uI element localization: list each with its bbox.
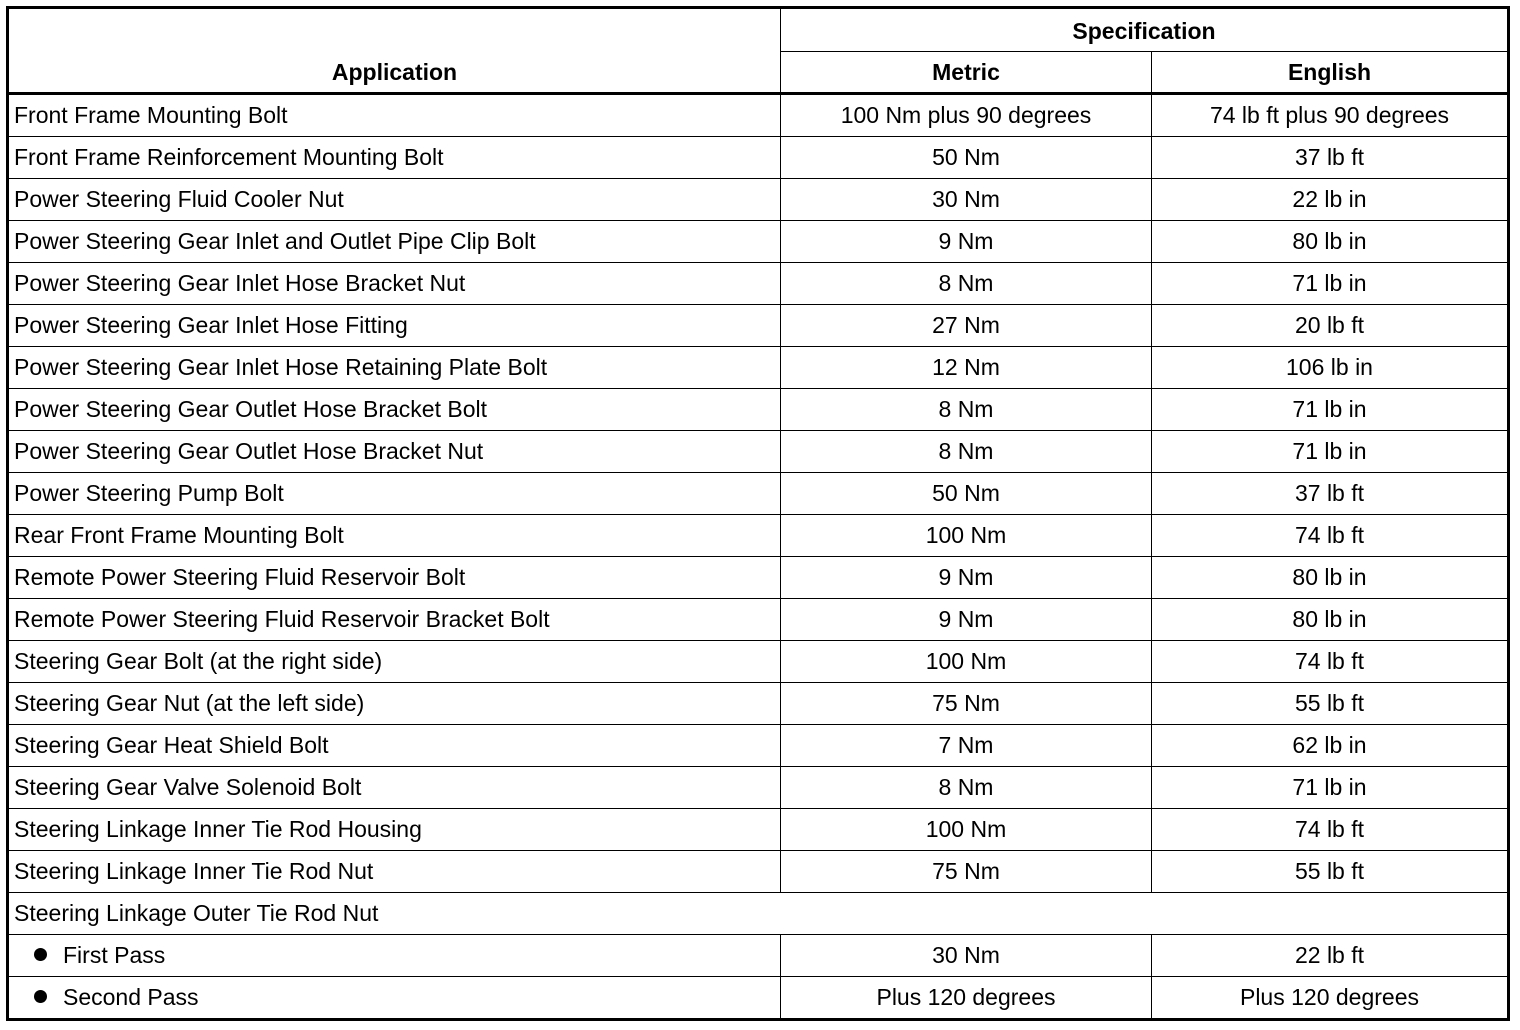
application-cell: Power Steering Gear Inlet Hose Retaining Plate Bolt xyxy=(8,347,781,389)
english-cell: 62 lb in xyxy=(1152,725,1509,767)
application-cell: Power Steering Gear Inlet Hose Fitting xyxy=(8,305,781,347)
table-row xyxy=(8,641,1509,683)
application-cell: Power Steering Gear Inlet Hose Bracket Nut xyxy=(8,263,781,305)
metric-cell: 9 Nm xyxy=(781,221,1152,263)
metric-cell: Plus 120 degrees xyxy=(781,977,1152,1020)
english-cell: 55 lb ft xyxy=(1152,683,1509,725)
metric-cell: 8 Nm xyxy=(781,263,1152,305)
table-row xyxy=(8,809,1509,851)
metric-cell: 100 Nm plus 90 degrees xyxy=(781,94,1152,137)
table-row xyxy=(8,179,1509,221)
metric-cell: 50 Nm xyxy=(781,473,1152,515)
english-cell: Plus 120 degrees xyxy=(1152,977,1509,1020)
application-cell: Front Frame Mounting Bolt xyxy=(8,94,781,137)
metric-cell: 30 Nm xyxy=(781,935,1152,977)
english-cell: 71 lb in xyxy=(1152,431,1509,473)
torque-specification-table xyxy=(6,6,1510,1021)
table-row xyxy=(8,137,1509,179)
metric-cell: 75 Nm xyxy=(781,851,1152,893)
english-cell: 71 lb in xyxy=(1152,263,1509,305)
english-cell: 106 lb in xyxy=(1152,347,1509,389)
table-row xyxy=(8,347,1509,389)
header-row-top xyxy=(8,8,1509,52)
metric-cell: 75 Nm xyxy=(781,683,1152,725)
metric-cell: 100 Nm xyxy=(781,515,1152,557)
specification-header: Specification xyxy=(781,8,1509,52)
table-row xyxy=(8,767,1509,809)
group-item-row xyxy=(8,977,1509,1020)
application-cell xyxy=(8,977,781,1020)
english-cell: 74 lb ft xyxy=(1152,809,1509,851)
english-cell: 74 lb ft plus 90 degrees xyxy=(1152,94,1509,137)
table-row xyxy=(8,557,1509,599)
application-cell: Power Steering Pump Bolt xyxy=(8,473,781,515)
metric-cell: 9 Nm xyxy=(781,599,1152,641)
english-cell: 71 lb in xyxy=(1152,389,1509,431)
application-cell: Power Steering Gear Outlet Hose Bracket Bolt xyxy=(8,389,781,431)
table-row xyxy=(8,473,1509,515)
table-row xyxy=(8,851,1509,893)
table-row xyxy=(8,305,1509,347)
metric-cell: 8 Nm xyxy=(781,431,1152,473)
english-cell: 20 lb ft xyxy=(1152,305,1509,347)
table-row xyxy=(8,263,1509,305)
metric-cell: 50 Nm xyxy=(781,137,1152,179)
metric-header: Metric xyxy=(781,52,1152,94)
english-header: English xyxy=(1152,52,1509,94)
table-row xyxy=(8,431,1509,473)
metric-cell: 12 Nm xyxy=(781,347,1152,389)
table-row xyxy=(8,94,1509,137)
application-cell: Power Steering Gear Inlet and Outlet Pipe Clip Bolt xyxy=(8,221,781,263)
english-cell: 55 lb ft xyxy=(1152,851,1509,893)
table-row xyxy=(8,515,1509,557)
table-row xyxy=(8,599,1509,641)
application-cell: Steering Gear Heat Shield Bolt xyxy=(8,725,781,767)
metric-cell: 30 Nm xyxy=(781,179,1152,221)
application-cell: Steering Gear Nut (at the left side) xyxy=(8,683,781,725)
application-cell: Remote Power Steering Fluid Reservoir Bolt xyxy=(8,557,781,599)
application-cell xyxy=(8,935,781,977)
application-cell: Front Frame Reinforcement Mounting Bolt xyxy=(8,137,781,179)
application-header: Application xyxy=(8,8,781,94)
group-title-cell: Steering Linkage Outer Tie Rod Nut xyxy=(8,893,1509,935)
english-cell: 71 lb in xyxy=(1152,767,1509,809)
metric-cell: 100 Nm xyxy=(781,641,1152,683)
application-cell: Remote Power Steering Fluid Reservoir Bracket Bolt xyxy=(8,599,781,641)
english-cell: 80 lb in xyxy=(1152,557,1509,599)
group-item-label: First Pass xyxy=(63,942,166,968)
group-item-label: Second Pass xyxy=(63,984,199,1010)
metric-cell: 7 Nm xyxy=(781,725,1152,767)
table-row xyxy=(8,725,1509,767)
application-cell: Rear Front Frame Mounting Bolt xyxy=(8,515,781,557)
application-cell: Power Steering Gear Outlet Hose Bracket Nut xyxy=(8,431,781,473)
english-cell: 74 lb ft xyxy=(1152,641,1509,683)
bullet-icon xyxy=(34,990,47,1003)
application-cell: Steering Linkage Inner Tie Rod Housing xyxy=(8,809,781,851)
table-row xyxy=(8,221,1509,263)
group-title-row xyxy=(8,893,1509,935)
english-cell: 80 lb in xyxy=(1152,599,1509,641)
group-item-row xyxy=(8,935,1509,977)
application-cell: Power Steering Fluid Cooler Nut xyxy=(8,179,781,221)
english-cell: 22 lb in xyxy=(1152,179,1509,221)
metric-cell: 100 Nm xyxy=(781,809,1152,851)
english-cell: 74 lb ft xyxy=(1152,515,1509,557)
metric-cell: 9 Nm xyxy=(781,557,1152,599)
table-row xyxy=(8,389,1509,431)
application-cell: Steering Linkage Inner Tie Rod Nut xyxy=(8,851,781,893)
english-cell: 22 lb ft xyxy=(1152,935,1509,977)
application-cell: Steering Gear Bolt (at the right side) xyxy=(8,641,781,683)
english-cell: 80 lb in xyxy=(1152,221,1509,263)
english-cell: 37 lb ft xyxy=(1152,473,1509,515)
metric-cell: 8 Nm xyxy=(781,389,1152,431)
english-cell: 37 lb ft xyxy=(1152,137,1509,179)
table-row xyxy=(8,683,1509,725)
application-cell: Steering Gear Valve Solenoid Bolt xyxy=(8,767,781,809)
metric-cell: 27 Nm xyxy=(781,305,1152,347)
metric-cell: 8 Nm xyxy=(781,767,1152,809)
bullet-icon xyxy=(34,948,47,961)
